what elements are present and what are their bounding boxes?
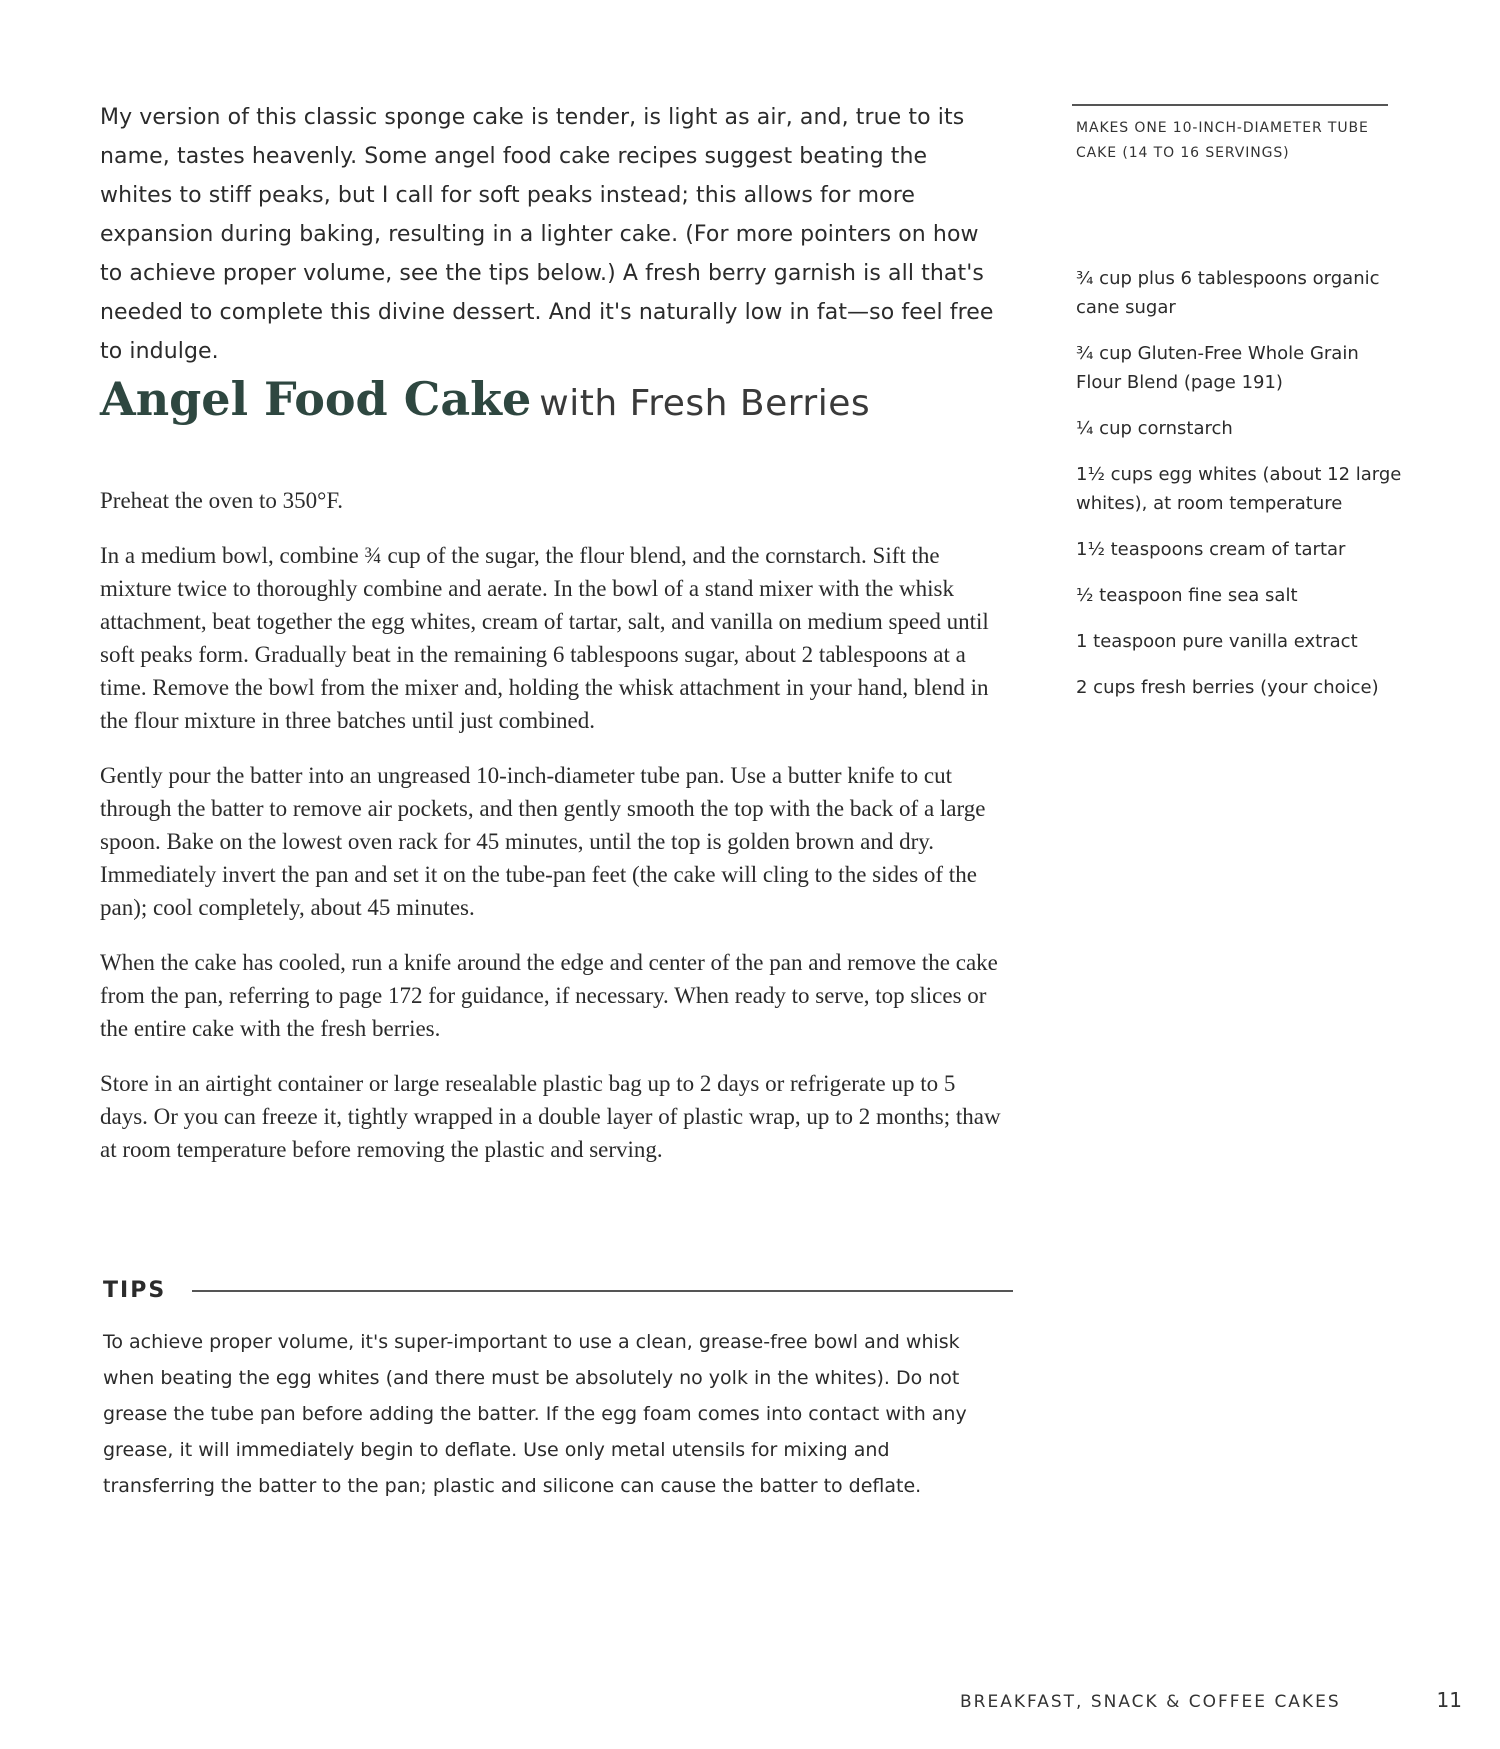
- direction-step: Preheat the oven to 350°F.: [100, 488, 344, 513]
- page-number: 11: [1436, 1688, 1462, 1712]
- ingredient-item: ½ teaspoon fine sea salt: [1076, 585, 1298, 606]
- tips-label: TIPS: [103, 1278, 167, 1303]
- footer-section-title: BREAKFAST, SNACK & COFFEE CAKES: [960, 1692, 1341, 1712]
- ingredient-item: 2 cups fresh berries (your choice): [1076, 677, 1379, 698]
- ingredient-item: 1½ cups egg whites (about 12 large whites), at room temperature: [1076, 464, 1402, 514]
- tips-text: To achieve proper volume, it's super-important to use a clean, grease-free bowl and whisk when beating the egg whites (and there must be absolutely no yolk in the whites). Do not grease the tube pan before adding the batter. If the egg foam comes into contact with any grease, it will immediately begin to deflate. Use only metal utensils for mixing and transferring the batter to the pan; plastic and silicone can cause the batter to deflate.: [103, 1331, 967, 1497]
- recipe-directions: [100, 484, 1006, 1188]
- ingredient-item: ¾ cup plus 6 tablespoons organic cane sugar: [1076, 268, 1380, 318]
- page-footer: [960, 1688, 1462, 1712]
- ingredient-item: ¾ cup Gluten-Free Whole Grain Flour Blend (page 191): [1076, 343, 1359, 393]
- recipe-title-main: Angel Food Cake: [100, 372, 532, 426]
- direction-step: Store in an airtight container or large resealable plastic bag up to 2 days or refrigerate up to 5 days. Or you can freeze it, tightly wrapped in a double layer of plastic wrap, up to 2 months; thaw at room temperature before removing the plastic and serving.: [100, 1071, 1001, 1162]
- direction-step: Gently pour the batter into an ungreased 10-inch-diameter tube pan. Use a butter knife to cut through the batter to remove air pockets, and then gently smooth the top with the back of a large spoon. Bake on the lowest oven rack for 45 minutes, until the top is golden brown and dry. Immediately invert the pan and set it on the tube-pan feet (the cake will cling to the sides of the pan); cool completely, about 45 minutes.: [100, 763, 986, 920]
- recipe-yield: MAKES ONE 10-INCH-DIAMETER TUBE CAKE (14 TO 16 SERVINGS): [1076, 120, 1369, 161]
- sidebar-divider: [1072, 104, 1388, 106]
- ingredient-item: 1½ teaspoons cream of tartar: [1076, 539, 1346, 560]
- recipe-title: [100, 372, 1030, 426]
- tips-header: [103, 1278, 1013, 1303]
- direction-step: When the cake has cooled, run a knife around the edge and center of the pan and remove the cake from the pan, referring to page 172 for guidance, if necessary. When ready to serve, top slices or the entire cake with the fresh berries.: [100, 950, 998, 1041]
- ingredient-item: 1 teaspoon pure vanilla extract: [1076, 631, 1358, 652]
- tips-divider: [192, 1290, 1013, 1292]
- ingredient-item: ¼ cup cornstarch: [1076, 418, 1233, 439]
- recipe-intro: My version of this classic sponge cake is tender, is light as air, and, true to its name, tastes heavenly. Some angel food cake recipes suggest beating the whites to stiff peaks, but I call for soft peaks instead; this allows for more expansion during baking, resulting in a lighter cake. (For more pointers on how to achieve proper volume, see the tips below.) A fresh berry garnish is all that's needed to complete this divine dessert. And it's naturally low in fat—so feel free to indulge.: [100, 105, 994, 364]
- direction-step: In a medium bowl, combine ¾ cup of the sugar, the flour blend, and the cornstarch. Sift the mixture twice to thoroughly combine and aerate. In the bowl of a stand mixer with the whisk attachment, beat together the egg whites, cream of tartar, salt, and vanilla on medium speed until soft peaks form. Gradually beat in the remaining 6 tablespoons sugar, about 2 tablespoons at a time. Remove the bowl from the mixer and, holding the whisk attachment in your hand, blend in the flour mixture in three batches until just combined.: [100, 543, 989, 733]
- recipe-title-sub: with Fresh Berries: [539, 383, 871, 424]
- ingredient-list: [1076, 264, 1402, 719]
